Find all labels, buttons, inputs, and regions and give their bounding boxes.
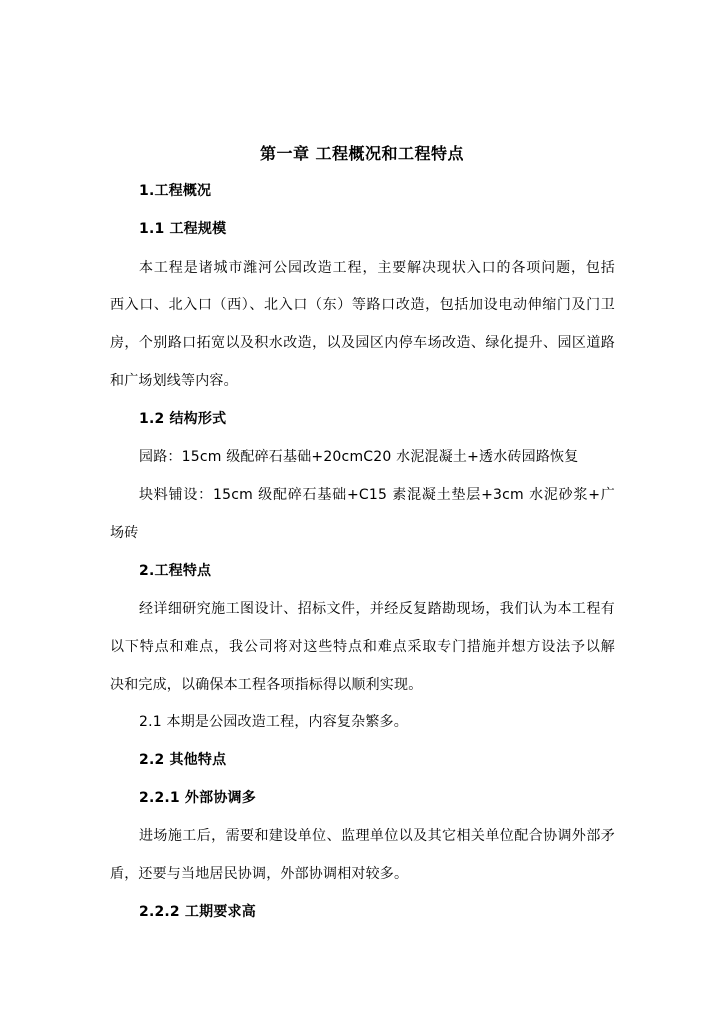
subsection-heading-2-2: 2.2 其他特点 [139,752,227,768]
subsection-heading-1-2: 1.2 结构形式 [139,411,227,427]
paragraph-line: 块料铺设：15cm 级配碎石基础+C15 素混凝土垫层+3cm 水泥砂浆+广 [139,487,615,503]
paragraph-line: 园路：15cm 级配碎石基础+20cmC20 水泥混凝土+透水砖园路恢复 [139,449,579,465]
paragraph-line: 2.1 本期是公园改造工程，内容复杂繁多。 [139,714,408,730]
paragraph-line: 决和完成，以确保本工程各项指标得以顺利实现。 [110,677,423,693]
chapter-title: 第一章 工程概况和工程特点 [259,144,465,163]
paragraph-line: 本工程是诸城市潍河公园改造工程，主要解决现状入口的各项问题，包括 [139,260,615,276]
subsection-heading-2-2-2: 2.2.2 工期要求高 [139,904,256,920]
paragraph-line: 进场施工后，需要和建设单位、监理单位以及其它相关单位配合协调外部矛 [139,828,615,844]
paragraph-line: 房，个别路口拓宽以及积水改造，以及园区内停车场改造、绿化提升、园区道路 [110,335,615,351]
section-heading-1: 1.工程概况 [139,183,212,199]
subsection-heading-1-1: 1.1 工程规模 [139,221,227,237]
paragraph-line: 盾，还要与当地居民协调，外部协调相对较多。 [110,866,409,882]
subsection-heading-2-2-1: 2.2.1 外部协调多 [139,790,256,806]
paragraph-line: 西入口、北入口（西）、北入口（东）等路口改造，包括加设电动伸缩门及门卫 [110,297,615,313]
paragraph-line: 以下特点和难点，我公司将对这些特点和难点采取专门措施并想方设法予以解 [110,639,615,655]
section-heading-2: 2.工程特点 [139,563,212,579]
paragraph-line: 场砖 [110,525,139,541]
paragraph-line: 经详细研究施工图设计、招标文件，并经反复踏勘现场，我们认为本工程有 [139,601,615,617]
paragraph-line: 和广场划线等内容。 [110,373,238,389]
